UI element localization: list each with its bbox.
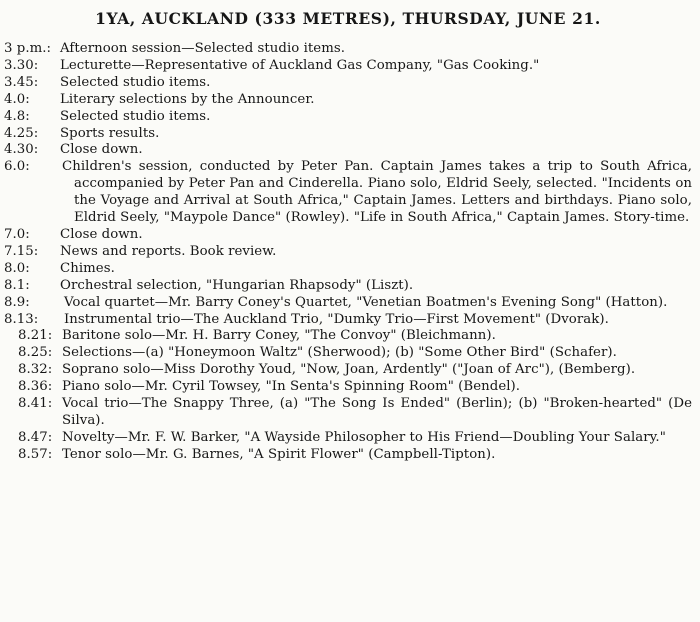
entry-time: 6.0: bbox=[4, 159, 30, 175]
programme-entry bbox=[4, 41, 692, 58]
programme-entry bbox=[4, 261, 692, 278]
programme-entry bbox=[4, 345, 692, 362]
programme-entry bbox=[4, 328, 692, 345]
entry-time: 8.9: bbox=[4, 294, 30, 310]
programme-entry bbox=[4, 142, 692, 159]
entry-text: Close down. bbox=[60, 226, 143, 242]
programme-entry bbox=[4, 109, 692, 126]
entry-text: Soprano solo—Miss Dorothy Youd, "Now, Joan, Ardently" ("Joan of Arc"), (Bemberg). bbox=[62, 362, 636, 378]
entry-time: 7.0: bbox=[4, 226, 30, 242]
programme-entry bbox=[4, 379, 692, 396]
entry-text: Vocal trio—The Snappy Three, (a) "The Song Is Ended" (Berlin); (b) "Broken-hearted" (De Silva). bbox=[62, 396, 692, 428]
programme-entry bbox=[4, 159, 692, 227]
entry-text: Chimes. bbox=[60, 260, 115, 276]
entry-text: Lecturette—Representative of Auckland Gas Company, "Gas Cooking." bbox=[60, 57, 540, 73]
entry-text: Children's session, conducted by Peter Pan. Captain James takes a trip to South Africa, accompanied by Peter Pan and Cinderella. Piano solo, Eldrid Seely, selected. "Incidents on the Voyage and Arrival at South Africa," Captain James. Letters and birthdays. Piano solo, Eldrid Seely, "Maypole Dance" (Rowley). "Life in South Africa," Captain James. Story-time. bbox=[62, 159, 692, 226]
entry-text: Tenor solo—Mr. G. Barnes, "A Spirit Flower" (Campbell-Tipton). bbox=[62, 446, 496, 462]
entry-text: Selected studio items. bbox=[60, 74, 211, 90]
entry-text: Vocal quartet—Mr. Barry Coney's Quartet, "Venetian Boatmen's Evening Song" (Hatton). bbox=[64, 294, 668, 310]
entry-text: News and reports. Book review. bbox=[60, 243, 277, 259]
entry-time: 8.21: bbox=[18, 328, 53, 344]
entry-time: 4.8: bbox=[4, 108, 30, 124]
programme-entry bbox=[4, 92, 692, 109]
programme-entry bbox=[4, 447, 692, 464]
programme-entry bbox=[4, 227, 692, 244]
programme-entry bbox=[4, 295, 692, 312]
entry-time: 8.47: bbox=[18, 429, 53, 445]
entry-time: 8.1: bbox=[4, 277, 30, 293]
entry-text: Novelty—Mr. F. W. Barker, "A Wayside Philosopher to His Friend—Doubling Your Salary." bbox=[62, 429, 666, 445]
entry-time: 3.45: bbox=[4, 74, 39, 90]
programme-entry bbox=[4, 430, 692, 447]
programme-entry bbox=[4, 126, 692, 143]
entry-time: 3 p.m.: bbox=[4, 41, 52, 56]
entry-time: 8.13: bbox=[4, 311, 39, 327]
programme-entry bbox=[4, 362, 692, 379]
programme-entry bbox=[4, 58, 692, 75]
entry-time: 3.30: bbox=[4, 57, 39, 73]
entry-time: 4.30: bbox=[4, 142, 39, 158]
entry-time: 8.57: bbox=[18, 446, 53, 462]
entry-text: Piano solo—Mr. Cyril Towsey, "In Senta's Spinning Room" (Bendel). bbox=[62, 379, 521, 395]
entry-time: 7.15: bbox=[4, 243, 39, 259]
entry-time: 8.36: bbox=[18, 379, 53, 395]
entry-text: Selections—(a) "Honeymoon Waltz" (Sherwood); (b) "Some Other Bird" (Schafer). bbox=[62, 345, 617, 361]
entry-text: Orchestral selection, "Hungarian Rhapsody" (Liszt). bbox=[60, 277, 414, 293]
entry-text: Instrumental trio—The Auckland Trio, "Dumky Trio—First Movement" (Dvorak). bbox=[64, 311, 609, 327]
entry-text: Selected studio items. bbox=[60, 108, 211, 124]
entry-time: 8.25: bbox=[18, 345, 53, 361]
entry-text: Close down. bbox=[60, 142, 143, 158]
programme-entry bbox=[4, 244, 692, 261]
entry-text: Afternoon session—Selected studio items. bbox=[60, 41, 346, 56]
programme-entry bbox=[4, 278, 692, 295]
programme-heading: 1YA, AUCKLAND (333 METRES), THURSDAY, JUNE 21. bbox=[95, 9, 601, 28]
entry-text: Literary selections by the Announcer. bbox=[60, 91, 315, 107]
programme-entry bbox=[4, 75, 692, 92]
entry-time: 4.0: bbox=[4, 91, 30, 107]
entry-text: Sports results. bbox=[60, 125, 160, 141]
entry-time: 8.41: bbox=[18, 396, 53, 412]
entry-text: Baritone solo—Mr. H. Barry Coney, "The Convoy" (Bleichmann). bbox=[62, 328, 496, 344]
programme-entry bbox=[4, 396, 692, 430]
entry-time: 4.25: bbox=[4, 125, 39, 141]
entry-time: 8.32: bbox=[18, 362, 53, 378]
programme-entry bbox=[4, 312, 692, 329]
entry-time: 8.0: bbox=[4, 260, 30, 276]
